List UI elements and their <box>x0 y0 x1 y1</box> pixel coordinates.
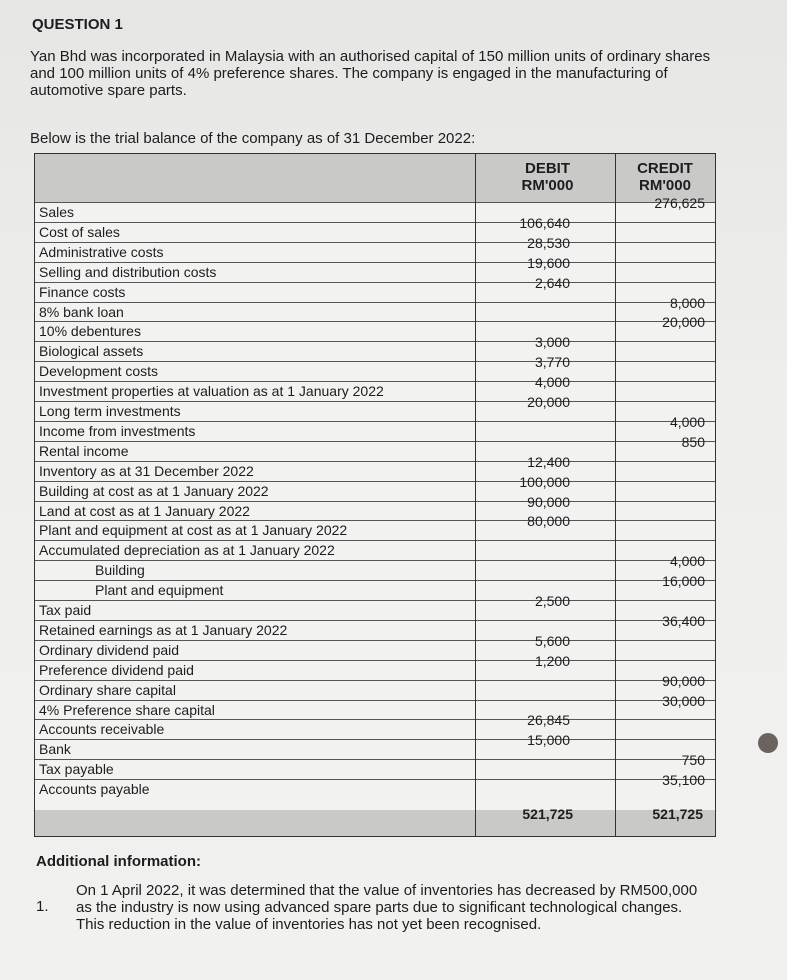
account-name: Sales <box>39 204 75 220</box>
additional-info-title: Additional information: <box>36 853 201 870</box>
account-name: Ordinary share capital <box>39 681 176 698</box>
credit-value: 35,100 <box>662 772 705 789</box>
table-row <box>35 433 715 462</box>
table-header <box>35 154 715 202</box>
account-name: 8% bank loan <box>39 303 124 320</box>
account-name: Plant and equipment at cost as at 1 January 2022 <box>39 522 348 539</box>
debit-header <box>480 160 615 194</box>
table-row <box>35 573 715 601</box>
table-row <box>35 612 715 641</box>
credit-value: 4,000 <box>669 413 705 430</box>
trial-balance-table <box>34 153 716 837</box>
table-row <box>35 712 715 740</box>
debit-header-label: DEBIT <box>525 160 570 177</box>
account-name: Tax payable <box>39 761 114 778</box>
table-row <box>35 374 715 402</box>
account-name: Development costs <box>39 363 159 380</box>
table-row <box>35 553 715 581</box>
additional-item-number: 1. <box>36 898 49 915</box>
credit-value: 20,000 <box>662 314 705 331</box>
account-name: Building at cost as at 1 January 2022 <box>39 482 269 499</box>
account-name: Long term investments <box>39 403 181 419</box>
table-row <box>35 354 715 382</box>
account-name: Inventory as at 31 December 2022 <box>39 462 254 479</box>
table-row <box>35 234 715 263</box>
account-name: Ordinary dividend paid <box>39 641 180 658</box>
table-row <box>35 334 715 362</box>
table-row <box>35 453 715 482</box>
account-name: Retained earnings as at 1 January 2022 <box>39 621 288 638</box>
account-name: Bank <box>39 741 71 758</box>
account-name: Biological assets <box>39 343 144 360</box>
table-row <box>35 394 715 422</box>
credit-value: 36,400 <box>662 612 705 629</box>
account-name: Building <box>95 562 145 579</box>
credit-value: 90,000 <box>662 672 705 689</box>
account-name: Plant and equipment <box>95 582 224 599</box>
debit-value: 3,770 <box>534 354 570 371</box>
account-name: 10% debentures <box>39 323 141 340</box>
credit-value: 850 <box>681 433 705 450</box>
additional-item-text: On 1 April 2022, it was determined that the value of inventories has decreased by RM500,000 as the industry is now using advanced spare parts due to significant technological changes. This reduction in the value of inventories has not yet been recognised. <box>76 882 698 933</box>
table-row <box>35 632 715 661</box>
credit-value: 16,000 <box>662 573 705 590</box>
account-name: Land at cost as at 1 January 2022 <box>39 502 250 519</box>
table-row <box>35 540 715 561</box>
credit-value: 750 <box>681 752 705 769</box>
table-row <box>35 772 715 800</box>
debit-value: 2,500 <box>534 593 570 609</box>
debit-value: 28,530 <box>527 234 570 251</box>
debit-value: 4,000 <box>534 374 570 391</box>
debit-value: 90,000 <box>527 493 570 510</box>
table-row <box>35 493 715 522</box>
account-name: Tax paid <box>39 602 92 618</box>
debit-value: 100,000 <box>519 473 570 490</box>
debit-value: 3,000 <box>534 334 570 351</box>
debit-value: 80,000 <box>527 513 570 530</box>
credit-value: 30,000 <box>662 692 705 709</box>
table-row <box>35 413 715 442</box>
column-divider-debit <box>475 154 476 836</box>
debit-value: 2,640 <box>534 274 570 291</box>
account-name: Income from investments <box>39 422 196 439</box>
total-credit: 521,725 <box>652 806 703 822</box>
table-row <box>35 752 715 780</box>
debit-value: 19,600 <box>527 254 570 271</box>
table-row <box>35 732 715 760</box>
debit-value: 12,400 <box>527 453 570 470</box>
table-row <box>35 473 715 502</box>
account-name: Rental income <box>39 442 129 459</box>
table-row <box>35 195 715 223</box>
account-name: Administrative costs <box>39 243 164 260</box>
debit-value: 5,600 <box>534 632 570 649</box>
table-row <box>35 314 715 342</box>
credit-value: 4,000 <box>669 553 705 570</box>
debit-value: 26,845 <box>527 712 570 729</box>
account-name: Accumulated depreciation as at 1 January 2022 <box>39 542 335 559</box>
credit-header-unit: RM'000 <box>639 177 691 194</box>
credit-value: 8,000 <box>669 294 705 311</box>
total-debit: 521,725 <box>522 806 573 822</box>
credit-header-label: CREDIT <box>637 160 693 177</box>
debit-value: 20,000 <box>527 394 570 410</box>
table-row <box>35 294 715 323</box>
account-name: Preference dividend paid <box>39 661 194 678</box>
table-row <box>35 652 715 681</box>
intro-paragraph: Yan Bhd was incorporated in Malaysia with an authorised capital of 150 million units of ordinary shares and 100 million units of 4% preference shares. The company is engaged in the manufacturing of automotive spare parts. <box>30 48 711 99</box>
account-name: Selling and distribution costs <box>39 263 217 280</box>
debit-value: 106,640 <box>519 214 570 231</box>
table-row <box>35 692 715 721</box>
table-row <box>35 214 715 243</box>
debit-header-unit: RM'000 <box>521 177 574 194</box>
debit-value: 15,000 <box>527 732 570 749</box>
account-name: Investment properties at valuation as at 1 January 2022 <box>39 383 384 400</box>
account-name: Accounts payable <box>39 781 150 798</box>
account-name: Cost of sales <box>39 223 120 240</box>
account-name: Accounts receivable <box>39 721 165 738</box>
account-name: Finance costs <box>39 283 126 300</box>
credit-header <box>615 160 715 194</box>
column-divider-credit <box>615 154 616 836</box>
account-name: 4% Preference share capital <box>39 701 215 718</box>
table-row <box>35 593 715 621</box>
table-row <box>35 274 715 303</box>
table-row <box>35 672 715 701</box>
decorative-dot <box>758 733 778 753</box>
table-row <box>35 513 715 541</box>
question-title: QUESTION 1 <box>32 16 123 33</box>
table-lead-text: Below is the trial balance of the company as of 31 December 2022: <box>30 130 476 147</box>
credit-value: 276,625 <box>654 195 705 211</box>
table-row <box>35 254 715 283</box>
debit-value: 1,200 <box>534 652 570 669</box>
